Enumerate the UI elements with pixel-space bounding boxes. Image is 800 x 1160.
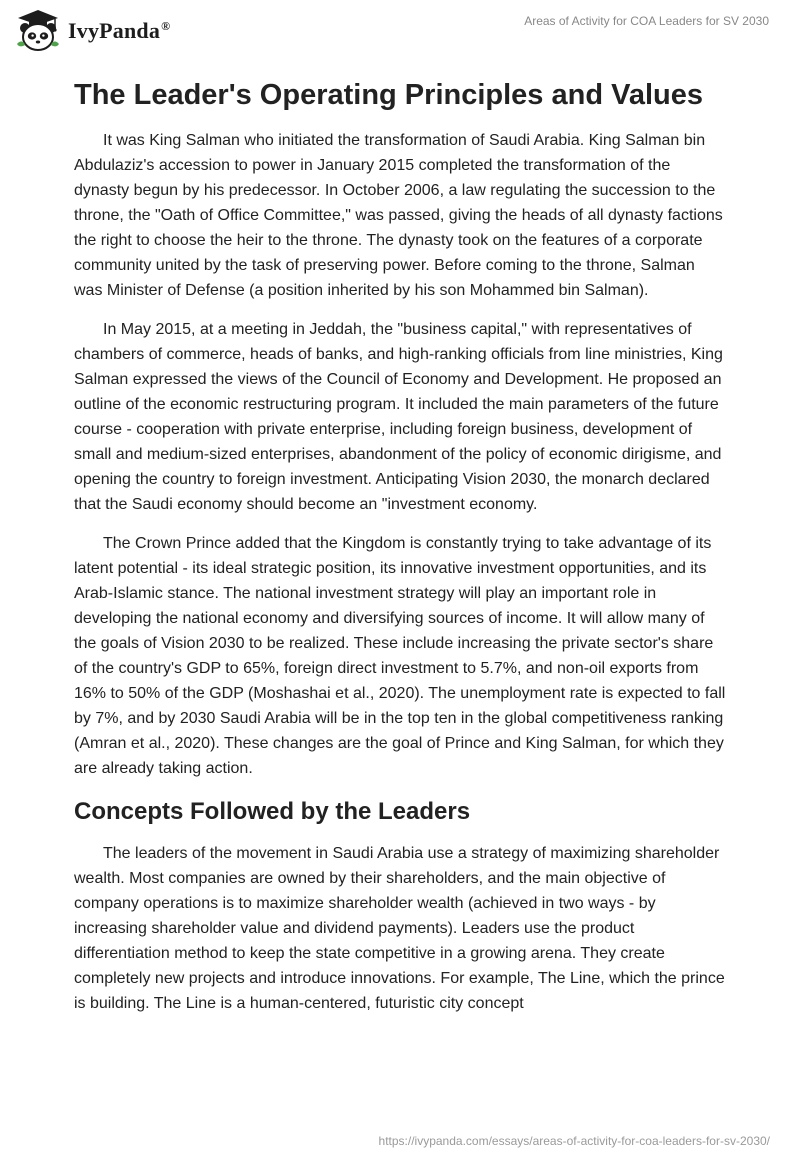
footer-url[interactable]: https://ivypanda.com/essays/areas-of-activity-for-coa-leaders-for-sv-2030/	[378, 1134, 770, 1148]
document-title: Areas of Activity for COA Leaders for SV 2030	[524, 14, 769, 28]
section-heading-concepts: Concepts Followed by the Leaders	[74, 798, 471, 825]
page-header	[0, 0, 800, 60]
paragraph: It was King Salman who initiated the transformation of Saudi Arabia. King Salman bin Abdulaziz's accession to power in January 2015 completed the transformation of the dynasty begun by his predecessor. In October 2006, a law regulating the succession to the throne, the "Oath of Office Committee," was passed, giving the heads of all dynasty factions the right to choose the heir to the throne. The dynasty took on the features of a corporate community united by the task of preserving power. Before coming to the throne, Salman was Minister of Defense (a position inherited by his son Mohammed bin Salman).	[74, 132, 723, 299]
article-body	[74, 70, 726, 1030]
section-heading-operating-principles: The Leader's Operating Principles and Values	[74, 79, 703, 111]
paragraph: The Crown Prince added that the Kingdom is constantly trying to take advantage of its latent potential - its ideal strategic position, its innovative investment opportunities, and its Arab-Islamic stance. The national investment strategy will play an important role in developing the national economy and diversifying sources of income. It will allow many of the goals of Vision 2030 to be realized. These include increasing the private sector's share of the country's GDP to 65%, foreign direct investment to 5.7%, and non-oil exports from 16% to 50% of the GDP (Moshashai et al., 2020). The unemployment rate is expected to fall by 7%, and by 2030 Saudi Arabia will be in the top ten in the global competitiveness ranking (Amran et al., 2020). These changes are the goal of Prince and King Salman, for which they are already taking action.	[74, 535, 726, 777]
paragraph: The leaders of the movement in Saudi Arabia use a strategy of maximizing shareholder wealth. Most companies are owned by their shareholders, and the main objective of company operations is to maximize shareholder wealth (achieved in two ways - by increasing shareholder value and dividend payments). Leaders use the product differentiation method to keep the state competitive in a growing arena. They create completely new projects and introduce innovations. For example, The Line, which the prince is building. The Line is a human-centered, futuristic city concept	[74, 845, 725, 1012]
panda-graduate-icon	[14, 8, 62, 52]
logo-text: IvyPanda®	[68, 18, 171, 43]
paragraph: In May 2015, at a meeting in Jeddah, the "business capital," with representatives of chambers of commerce, heads of banks, and high-ranking officials from line ministries, King Salman expressed the views of the Council of Economy and Development. He proposed an outline of the economic restructuring program. It included the main parameters of the future course - cooperation with private enterprise, including foreign business, development of small and medium-sized enterprises, abandonment of the policy of economic dirigisme, and opening the country to foreign investment. Anticipating Vision 2030, the monarch declared that the Saudi economy should become an "investment economy.	[74, 321, 723, 513]
logo[interactable]	[14, 8, 170, 52]
